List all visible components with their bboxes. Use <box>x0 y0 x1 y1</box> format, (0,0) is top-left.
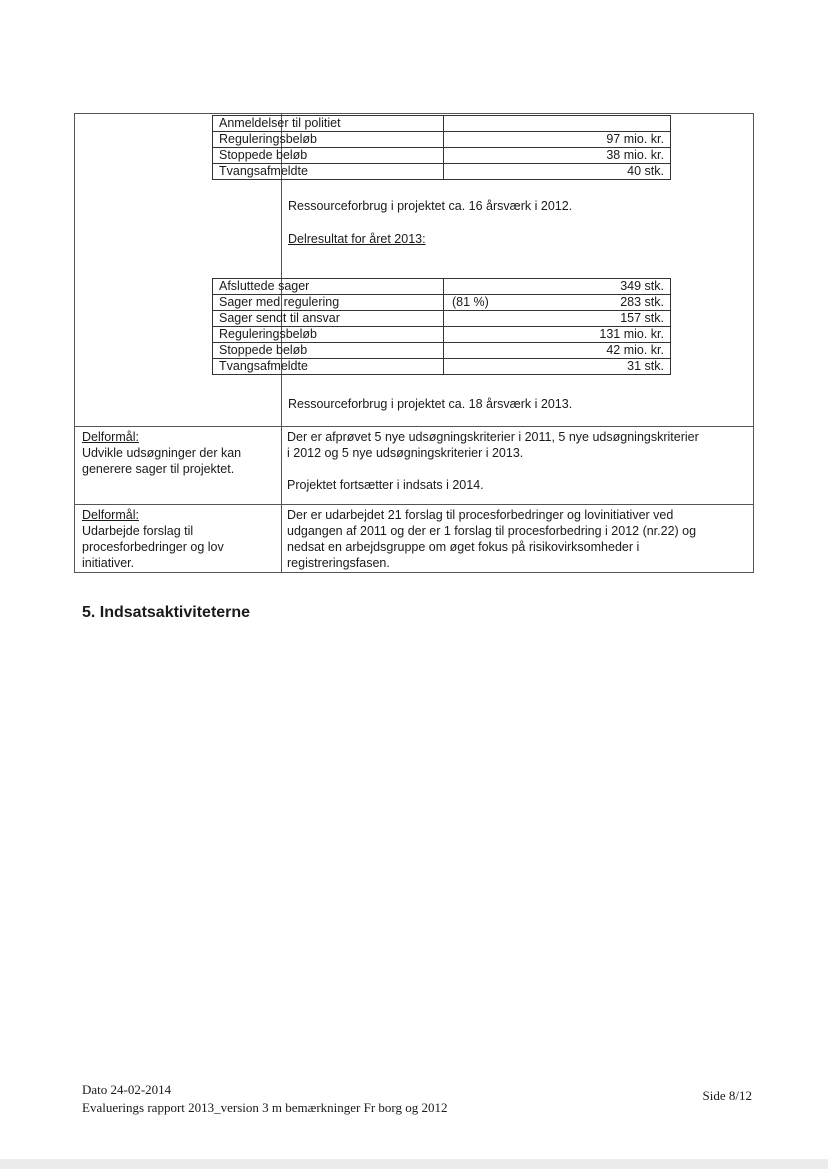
delformal-text-line: Udarbejde forslag til <box>82 524 194 538</box>
delresultat-heading: Delresultat for året 2013: <box>288 232 426 246</box>
row-divider <box>75 426 753 427</box>
row-value <box>444 116 671 132</box>
row-value: 97 mio. kr. <box>444 132 671 148</box>
row-1-text-line: Der er afprøvet 5 nye udsøgningskriterier i 2011, 5 nye udsøgningskriterier <box>287 430 699 444</box>
footer-document-name: Evaluerings rapport 2013_version 3 m bemærkninger Fr borg og 2012 <box>82 1100 448 1115</box>
row-label: Sager med regulering <box>213 295 444 311</box>
row-2-text-line: registreringsfasen. <box>287 556 390 570</box>
row-2-text-line: Der er udarbejdet 21 forslag til procesforbedringer og lovinitiativer ved <box>287 508 674 522</box>
table-row <box>213 311 671 327</box>
row-2-right <box>287 507 696 571</box>
footer-page-number: Side 8/12 <box>702 1088 752 1103</box>
row-label: Stoppede beløb <box>213 343 444 359</box>
row-1-left <box>82 429 241 477</box>
scan-edge <box>0 1159 828 1169</box>
table-row <box>213 359 671 375</box>
row-label: Tvangsafmeldte <box>213 164 444 180</box>
row-2-text-line: nedsat en arbejdsgruppe om øget fokus på risikovirksomheder i <box>287 540 640 554</box>
row-value <box>444 295 671 311</box>
table-row <box>213 148 671 164</box>
resource-usage-2013: Ressourceforbrug i projektet ca. 18 årsværk i 2013. <box>288 397 573 411</box>
delformal-heading: Delformål: <box>82 430 139 444</box>
table-row <box>213 116 671 132</box>
row-label: Sager sendt til ansvar <box>213 311 444 327</box>
row-amount: 42 mio. kr. <box>606 343 664 357</box>
footer-date: Dato 24-02-2014 <box>82 1082 172 1097</box>
results-table-2012 <box>212 115 671 180</box>
row-amount: 283 stk. <box>620 295 664 309</box>
row-2-text-line: udgangen af 2011 og der er 1 forslag til procesforbedring i 2012 (nr.22) og <box>287 524 697 538</box>
row-divider <box>75 504 753 505</box>
delformal-text-line: Udvikle udsøgninger der kan <box>82 446 242 460</box>
row-1-text-line: i 2012 og 5 nye udsøgningskriterier i 2013. <box>287 446 524 460</box>
row-value <box>444 279 671 295</box>
row-label: Stoppede beløb <box>213 148 444 164</box>
row-label: Reguleringsbeløb <box>213 132 444 148</box>
table-row <box>213 164 671 180</box>
section-heading: 5. Indsatsaktiviteterne <box>82 604 251 621</box>
row-amount: 31 stk. <box>627 359 664 373</box>
table-row <box>213 132 671 148</box>
resource-usage-2012: Ressourceforbrug i projektet ca. 16 årsværk i 2012. <box>288 199 573 213</box>
row-value: 40 stk. <box>444 164 671 180</box>
results-table-2013 <box>212 278 671 375</box>
row-value <box>444 343 671 359</box>
row-label: Anmeldelser til politiet <box>213 116 444 132</box>
delformal-heading: Delformål: <box>82 508 139 522</box>
table-row <box>213 327 671 343</box>
row-value <box>444 359 671 375</box>
row-label: Tvangsafmeldte <box>213 359 444 375</box>
table-row <box>213 279 671 295</box>
row-1-paragraph: Projektet fortsætter i indsats i 2014. <box>287 478 484 492</box>
row-value <box>444 327 671 343</box>
row-label: Reguleringsbeløb <box>213 327 444 343</box>
row-amount: 131 mio. kr. <box>599 327 664 341</box>
row-value: 38 mio. kr. <box>444 148 671 164</box>
row-label: Afsluttede sager <box>213 279 444 295</box>
table-row <box>213 295 671 311</box>
row-value <box>444 311 671 327</box>
row-percent: (81 %) <box>452 295 489 309</box>
row-amount: 349 stk. <box>620 279 664 293</box>
delformal-text-line: procesforbedringer og lov <box>82 540 224 554</box>
row-1-right <box>287 429 699 493</box>
delformal-text-line: initiativer. <box>82 556 135 570</box>
delformal-text-line: generere sager til projektet. <box>82 462 235 476</box>
row-amount: 157 stk. <box>620 311 664 325</box>
row-2-left <box>82 507 224 571</box>
table-row <box>213 343 671 359</box>
